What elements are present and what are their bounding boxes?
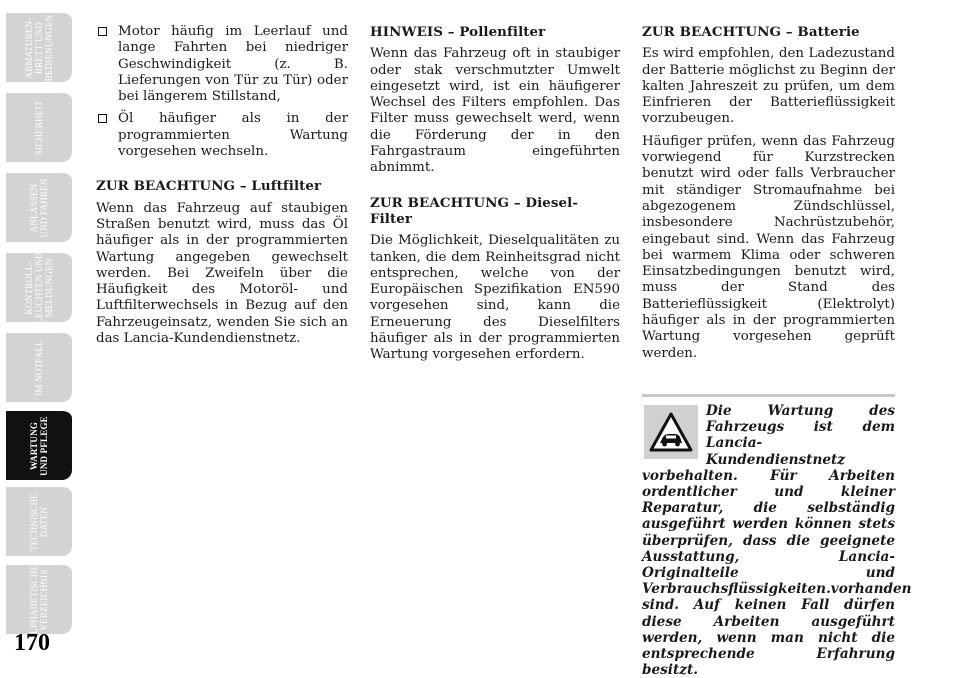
tab-label: ANLASSEN UND FAHREN (29, 177, 49, 238)
tab-armaturenbrett[interactable] (6, 10, 72, 82)
tab-wartung[interactable] (6, 408, 72, 480)
heading-batterie: ZUR BEACHTUNG – Batterie (642, 24, 860, 40)
tab-label: ARMATUREN- BRETT UND BEDIENUNGEN (24, 14, 54, 81)
tab-label: TECHNISCHE DATEN (29, 492, 49, 551)
paragraph: Wenn das Fahrzeug auf staubigen Straßen benutzt wird, muss das Öl häufiger als in der programmierten Wartung angegeben gewechselt werden. Bei Zweifeln über die Häufigkeit des Motoröl- und Luftfilterwechsels in Bezug auf den Fahrzeugeinsatz, wenden Sie sich an das Lancia-Kundendienstnetz. (96, 200, 348, 347)
tab-label: ALPHABETISCHES VERZEICHNIS (29, 559, 49, 640)
bullet-text: Motor häufig im Leerlauf und lange Fahrten bei niedriger Geschwindigkeit (z. B. Lieferungen von Tür zu Tür) oder bei längerem Stillstand, (118, 24, 348, 105)
heading-diesel-filter: ZUR BEACHTUNG – Diesel-Filter (370, 194, 579, 227)
tab-label: IM NOTFALL (34, 339, 44, 396)
warning-text: Die Wartung des Fahrzeugs ist dem Lancia-Kundendienstnetz vorbehalten. Für Arbeiten ordentlicher und kleiner Reparatur, die selbständig ausgeführt werden können stets überprüfen, dass die geeignete Ausstattung, Lancia-Originalteile und Verbrauchsflüssigkeiten.vorhanden sind. Auf keinen Fall dürfen diese Arbeiten ausgeführt werden, wenn man nicht die entsprechende Erfahrung besitzt. (642, 403, 912, 678)
bullet-text: Öl häufiger als in der programmierten Wartung vorgesehen wechseln. (118, 111, 348, 160)
tab-sicherheit[interactable] (6, 90, 72, 162)
bullet-item (96, 111, 348, 160)
tab-label: SICHERHEIT (34, 100, 44, 155)
tab-label: WARTUNG UND PFLEGE (29, 415, 49, 476)
paragraph: Die Möglichkeit, Dieselqualitäten zu tanken, die dem Reinheitsgrad nicht entsprechen, welche von der Europäischen Spezifikation EN590 vorgesehen sind, kann die Erneuerung des Dieselfilters häufiger als in der programmierten Wartung vorgesehen erfordern. (370, 233, 620, 363)
paragraph: Es wird empfohlen, den Ladezustand der Batterie möglichst zu Beginn der kalten Jahreszeit zu prüfen, um dem Einfrieren der Batterieflüssigkeit vorzubeugen. (642, 46, 895, 127)
tab-anlassen[interactable] (6, 170, 72, 242)
column-1 (96, 24, 348, 353)
paragraph: Häufiger prüfen, wenn das Fahrzeug vorwiegend für Kurzstrecken benutzt wird oder falls Verbraucher mit ständiger Stromaufnahme bei abgezogenem Zündschlüssel, insbesondere Nachrüstzubehör, eingebaut sind. Wenn das Fahrzeug bei warmem Klima oder schweren Einsatzbedingungen benutzt wird, muss der Stand des Batterieflüssigkeit (Elektrolyt) häufiger als in der programmierten Wartung vorgesehen geprüft werden. (642, 133, 895, 361)
column-2 (370, 24, 620, 370)
paragraph: Wenn das Fahrzeug oft in staubiger oder stak verschmutzter Umwelt eingesetzt wird, ist ein häufigerer Wechsel des Filters empfohlen. Das Filter muss gewechselt werd, wenn die Förderung der in den Fahrgastraum eingeführten abnimmt. (370, 46, 620, 176)
checkbox-bullet-icon (98, 27, 107, 36)
checkbox-bullet-icon (98, 114, 107, 123)
car-warning-icon (644, 405, 698, 459)
tab-label: KONTROLL- LEUCHTEN UND MELDUNGEN (24, 251, 54, 324)
warning-box (642, 394, 912, 678)
tab-technische-daten[interactable] (6, 484, 72, 556)
heading-pollenfilter: HINWEIS – Pollenfilter (370, 24, 546, 40)
page-number: 170 (14, 630, 50, 656)
tab-verzeichnis[interactable] (6, 559, 72, 640)
tab-im-notfall[interactable] (6, 330, 72, 402)
heading-luftfilter: ZUR BEACHTUNG – Luftfilter (96, 178, 322, 195)
bullet-item (96, 24, 348, 105)
column-3 (642, 24, 895, 368)
chapter-tabs (0, 0, 74, 640)
tab-kontrollleuchten[interactable] (6, 250, 72, 322)
